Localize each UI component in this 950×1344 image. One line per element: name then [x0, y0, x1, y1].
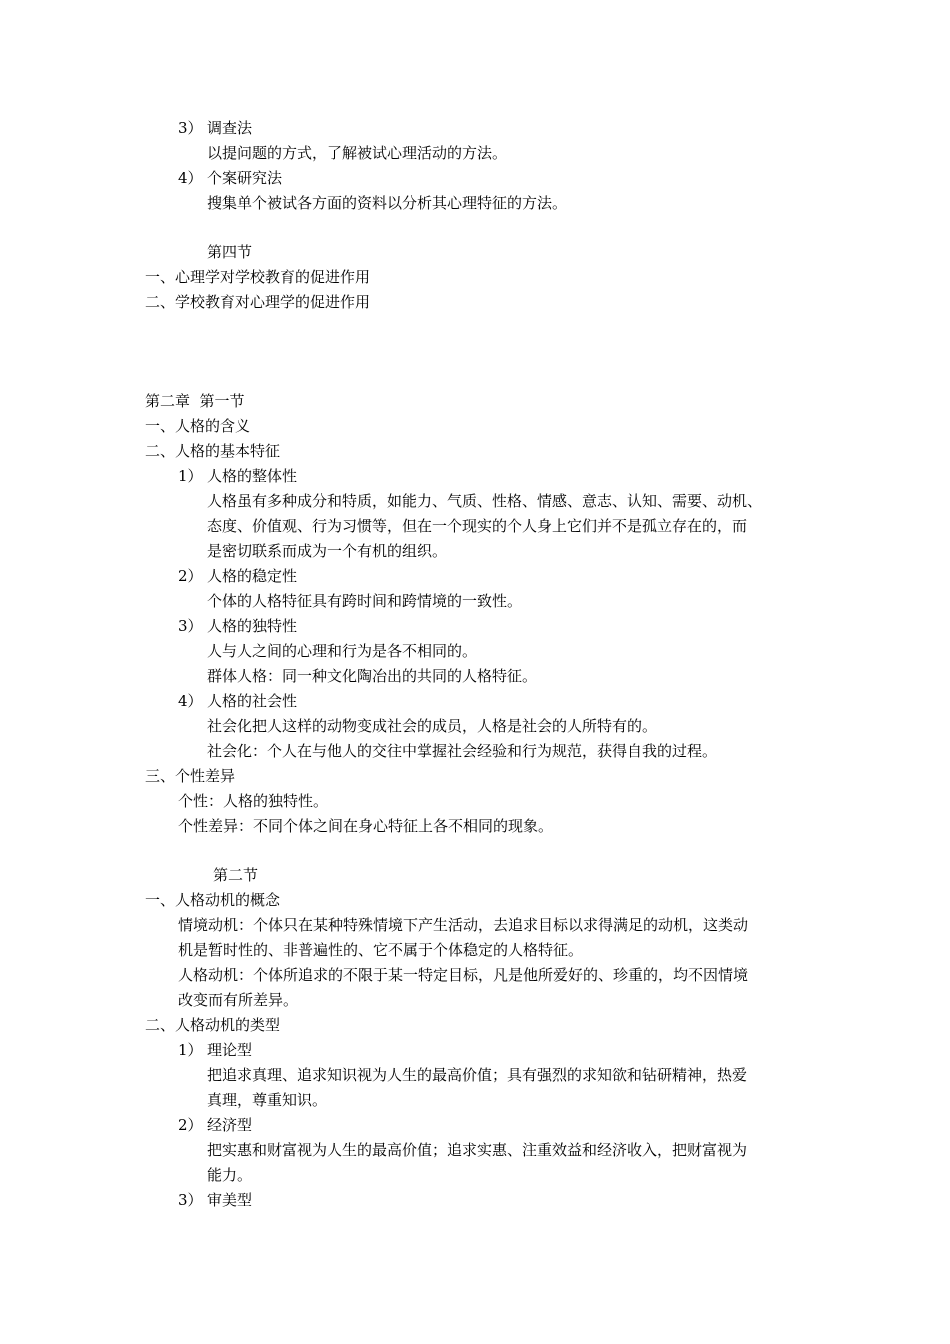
list-item-title: 经济型	[207, 1116, 253, 1134]
paragraph-line: 群体人格：同一种文化陶冶出的共同的人格特征。	[207, 667, 538, 685]
paragraph-line: 个性：人格的独特性。	[178, 792, 329, 810]
paragraph-line: 态度、价值观、行为习惯等，但在一个现实的个人身上它们并不是孤立存在的，而	[207, 517, 748, 535]
paragraph-line: 人格动机：个体所追求的不限于某一特定目标，凡是他所爱好的、珍重的，均不因情境	[178, 966, 749, 984]
outline-heading: 一、人格的含义	[145, 417, 251, 435]
list-item-integrity	[178, 464, 297, 489]
list-number: 3）	[178, 1191, 203, 1209]
paragraph-line: 以提问题的方式，了解被试心理活动的方法。	[207, 144, 508, 162]
paragraph-line: 人格虽有多种成分和特质，如能力、气质、性格、情感、意志、认知、需要、动机、	[207, 492, 763, 510]
list-number: 2）	[178, 1116, 203, 1134]
list-item-sociality	[178, 689, 297, 714]
list-item-theoretical	[178, 1038, 252, 1063]
paragraph-line: 把实惠和财富视为人生的最高价值；追求实惠、注重效益和经济收入，把财富视为	[207, 1141, 748, 1159]
list-item-stability	[178, 564, 297, 589]
paragraph-line: 真理，尊重知识。	[207, 1091, 328, 1109]
list-number: 3）	[178, 119, 203, 137]
paragraph-line: 能力。	[207, 1166, 253, 1184]
list-number: 3）	[178, 617, 203, 635]
list-item-case-study	[178, 166, 282, 191]
outline-heading: 二、人格动机的类型	[145, 1016, 281, 1034]
list-item-title: 人格的社会性	[207, 692, 298, 710]
outline-heading: 二、学校教育对心理学的促进作用	[145, 293, 371, 311]
section-heading: 第四节	[207, 243, 253, 261]
paragraph-line: 是密切联系而成为一个有机的组织。	[207, 542, 448, 560]
list-item-title: 调查法	[207, 119, 253, 137]
paragraph-line: 个体的人格特征具有跨时间和跨情境的一致性。	[207, 592, 523, 610]
list-number: 4）	[178, 692, 203, 710]
list-number: 4）	[178, 169, 203, 187]
outline-heading: 一、心理学对学校教育的促进作用	[145, 268, 371, 286]
list-item-title: 审美型	[207, 1191, 253, 1209]
paragraph-line: 社会化把人这样的动物变成社会的成员，人格是社会的人所特有的。	[207, 717, 658, 735]
list-item-title: 人格的独特性	[207, 617, 298, 635]
paragraph-line: 个性差异：不同个体之间在身心特征上各不相同的现象。	[178, 817, 554, 835]
list-item-title: 理论型	[207, 1041, 253, 1059]
paragraph-line: 搜集单个被试各方面的资料以分析其心理特征的方法。	[207, 194, 568, 212]
list-item-uniqueness	[178, 614, 297, 639]
outline-heading: 一、人格动机的概念	[145, 891, 281, 909]
paragraph-line: 把追求真理、追求知识视为人生的最高价值；具有强烈的求知欲和钻研精神，热爱	[207, 1066, 748, 1084]
list-item-survey-method	[178, 116, 252, 141]
paragraph-line: 人与人之间的心理和行为是各不相同的。	[207, 642, 478, 660]
list-item-aesthetic	[178, 1188, 252, 1213]
paragraph-line: 社会化：个人在与他人的交往中掌握社会经验和行为规范，获得自我的过程。	[207, 742, 718, 760]
list-number: 1）	[178, 467, 203, 485]
outline-heading: 三、个性差异	[145, 767, 236, 785]
list-item-title: 个案研究法	[207, 169, 283, 187]
list-number: 1）	[178, 1041, 203, 1059]
paragraph-line: 改变而有所差异。	[178, 991, 299, 1009]
section-heading: 第二节	[213, 866, 259, 884]
list-item-title: 人格的稳定性	[207, 567, 298, 585]
list-item-title: 人格的整体性	[207, 467, 298, 485]
chapter-heading: 第二章 第一节	[145, 392, 245, 410]
outline-heading: 二、人格的基本特征	[145, 442, 281, 460]
list-number: 2）	[178, 567, 203, 585]
paragraph-line: 情境动机：个体只在某种特殊情境下产生活动，去追求目标以求得满足的动机，这类动	[178, 916, 749, 934]
list-item-economic	[178, 1113, 252, 1138]
paragraph-line: 机是暂时性的、非普遍性的、它不属于个体稳定的人格特征。	[178, 941, 584, 959]
